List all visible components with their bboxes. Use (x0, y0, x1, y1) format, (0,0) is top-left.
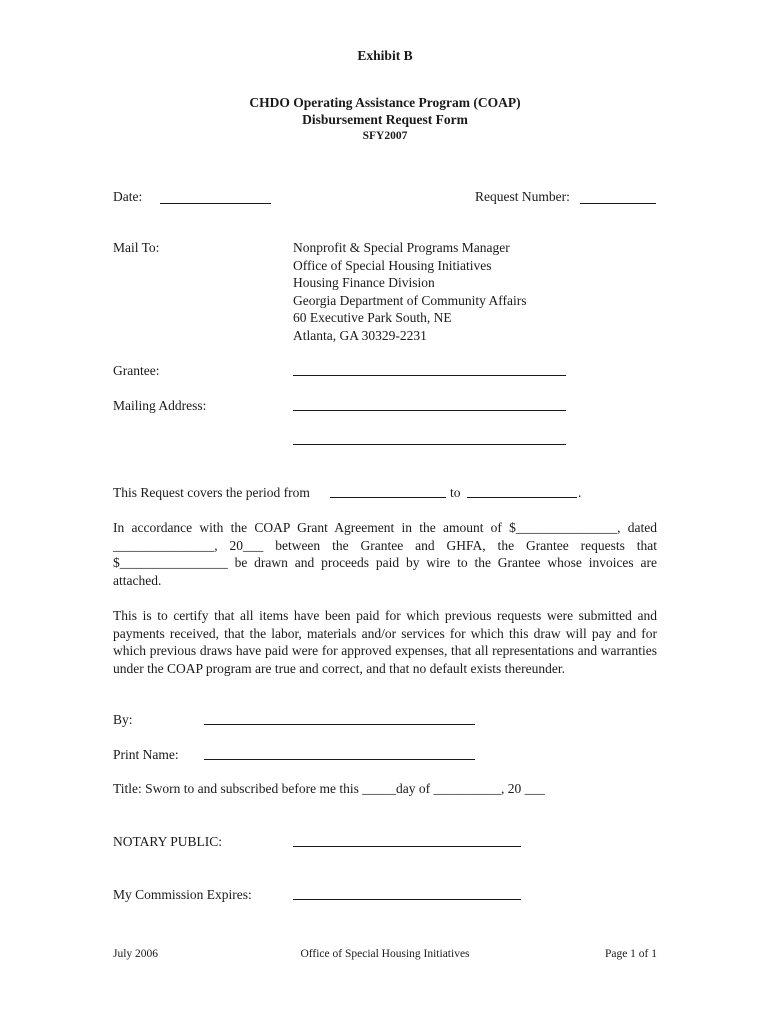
mail-to-line-2: Office of Special Housing Initiatives (293, 258, 492, 273)
mail-to-line-5: 60 Executive Park South, NE (293, 310, 452, 325)
title-sworn-line: Title: Sworn to and subscribed before me this _____day of __________, 20 ___ (113, 781, 545, 796)
form-title: Disbursement Request Form (302, 112, 468, 127)
period-to-label: to (450, 485, 461, 500)
mail-to-line-1: Nonprofit & Special Programs Manager (293, 240, 510, 255)
mail-to-label: Mail To: (113, 240, 160, 255)
program-title: CHDO Operating Assistance Program (COAP) (249, 95, 521, 110)
mail-to-line-6: Atlanta, GA 30329-2231 (293, 328, 427, 343)
footer-date: July 2006 (113, 948, 159, 960)
fiscal-year: SFY2007 (362, 130, 408, 142)
footer-page: Page 1 of 1 (604, 948, 657, 960)
mail-to-line-3: Housing Finance Division (293, 275, 435, 290)
print-name-field[interactable] (204, 759, 475, 760)
request-number-label: Request Number: (475, 189, 570, 204)
period-end: . (578, 485, 582, 500)
notary-label: NOTARY PUBLIC: (113, 834, 223, 849)
grantee-field[interactable] (293, 375, 566, 376)
mailing-address-field-2[interactable] (293, 444, 566, 445)
mail-to-line-4: Georgia Department of Community Affairs (293, 293, 527, 308)
request-number-field[interactable] (580, 203, 656, 204)
certification-paragraph: This is to certify that all items have been paid for which previous requests were submitted and payments received, that the labor, materials and/or services for which this draw will pay and for which previous draws have paid were for approved expenses, that all representations and warranties under the COAP program are true and correct, and that no default exists thereunder. (113, 608, 657, 676)
notary-field[interactable] (293, 846, 521, 847)
date-field[interactable] (160, 203, 271, 204)
period-to-field[interactable] (467, 497, 577, 498)
footer-office: Office of Special Housing Initiatives (300, 948, 470, 960)
mailing-address-field-1[interactable] (293, 410, 566, 411)
period-text: This Request covers the period from (113, 485, 310, 500)
period-from-field[interactable] (330, 497, 446, 498)
by-label: By: (113, 712, 133, 727)
grant-agreement-paragraph: In accordance with the COAP Grant Agreement in the amount of $_______________, dated _______________, 20___ between the Grantee and GHFA, the Grantee requests that $________________ be drawn and proceeds paid by wire to the Grantee whose invoices are attached. (113, 520, 657, 588)
date-label: Date: (113, 189, 143, 204)
print-name-label: Print Name: (113, 747, 179, 762)
grantee-label: Grantee: (113, 363, 160, 378)
commission-label: My Commission Expires: (113, 887, 252, 902)
commission-field[interactable] (293, 899, 521, 900)
exhibit-title: Exhibit B (357, 48, 413, 63)
by-field[interactable] (204, 724, 475, 725)
mailing-address-label: Mailing Address: (113, 398, 207, 413)
